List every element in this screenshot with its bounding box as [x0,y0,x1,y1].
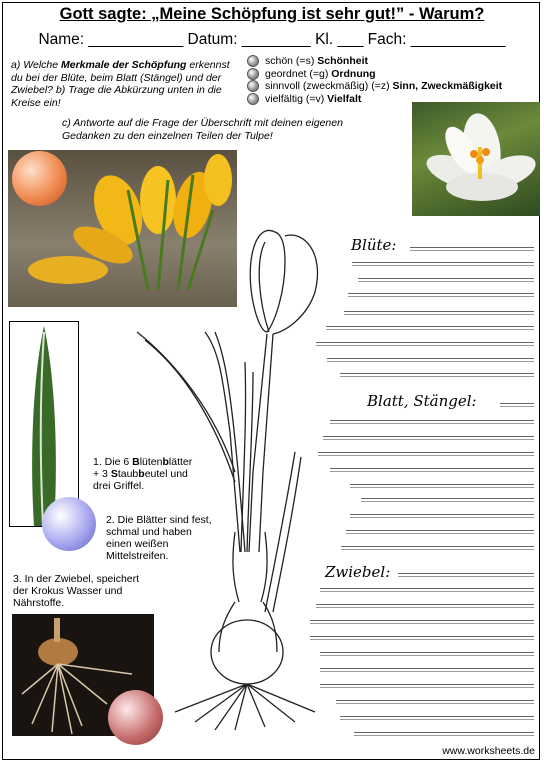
footer-url[interactable]: www.worksheets.de [442,745,535,757]
answer-line[interactable] [354,732,534,736]
answer-line[interactable] [326,326,534,330]
task-a-text-pre: a) Welche [11,59,61,71]
answer-line[interactable] [320,684,534,688]
answer-line[interactable] [320,588,534,592]
heading-blatt-staengel: Blatt, Stängel: [367,392,477,410]
grey-circle-icon [247,68,259,80]
answer-line[interactable] [310,636,534,640]
answer-line[interactable] [340,373,534,377]
legend [247,55,502,105]
answer-line[interactable] [346,530,534,534]
answer-line[interactable] [352,262,534,266]
answer-line[interactable] [340,716,534,720]
answer-line[interactable] [358,278,534,282]
answer-line[interactable] [500,403,534,407]
answer-line[interactable] [320,668,534,672]
name-date-class-subject-line[interactable]: Name: ___________ Datum: ________ Kl. ___ Fach: ___________ [38,31,506,48]
grey-circle-icon [247,55,259,67]
answer-line[interactable] [336,700,534,704]
answer-line[interactable] [410,247,534,251]
note-bulb: 3. In der Zwiebel, speichert der Krokus Wasser und Nährstoffe. [13,573,140,609]
grey-circle-icon [247,80,259,92]
note-bloom: 1. Die 6 Blütenblätter + 3 Staubbeutel und drei Griffel. [93,456,193,492]
task-a-b [11,59,236,109]
answer-line[interactable] [398,573,534,577]
answer-line[interactable] [361,498,534,502]
answer-line[interactable] [350,484,534,488]
legend-item: geordnet (=g) Ordnung [247,68,502,81]
answer-line[interactable] [310,620,534,624]
answer-line[interactable] [330,468,534,472]
task-c: c) Antworte auf die Frage der Überschrift mit deinen eigenen Gedanken zu den einzelnen Teilen der Tulpe! [62,117,343,142]
legend-item: schön (=s) Schönheit [247,55,502,68]
legend-item: vielfältig (=v) Vielfalt [247,93,502,106]
task-a-text-bold: Merkmale der Schöpfung [61,59,187,71]
answer-line[interactable] [316,342,534,346]
answer-line[interactable] [341,546,534,550]
answer-line[interactable] [344,311,534,315]
page-title: Gott sagte: „Meine Schöpfung ist sehr gut!” - Warum? [59,5,485,23]
answer-line[interactable] [350,514,534,518]
note-leaf: 2. Die Blätter sind fest, schmal und haben einen weißen Mittelstreifen. [106,514,212,562]
legend-item: sinnvoll (zweckmäßig) (=z) Sinn, Zweckmäßigkeit [247,80,502,93]
answer-line[interactable] [323,436,534,440]
white-crocus-photo [412,102,540,216]
answer-line[interactable] [348,293,534,297]
answer-line[interactable] [318,452,534,456]
answer-line[interactable] [327,358,534,362]
grey-circle-icon [247,93,259,105]
answer-line[interactable] [316,604,534,608]
answer-circle-bloom[interactable] [12,151,67,206]
answer-line[interactable] [320,652,534,656]
answer-circle-leaf[interactable] [42,497,96,551]
task-a-text-post: erkennst du bei der Blüte, beim Blatt (Stängel) und der Zwiebel? b) Trage die Abkürzung unten in die Kreise ein! [11,59,230,109]
heading-zwiebel: Zwiebel: [325,563,391,581]
answer-line[interactable] [330,420,534,424]
heading-bluete: Blüte: [351,236,397,254]
